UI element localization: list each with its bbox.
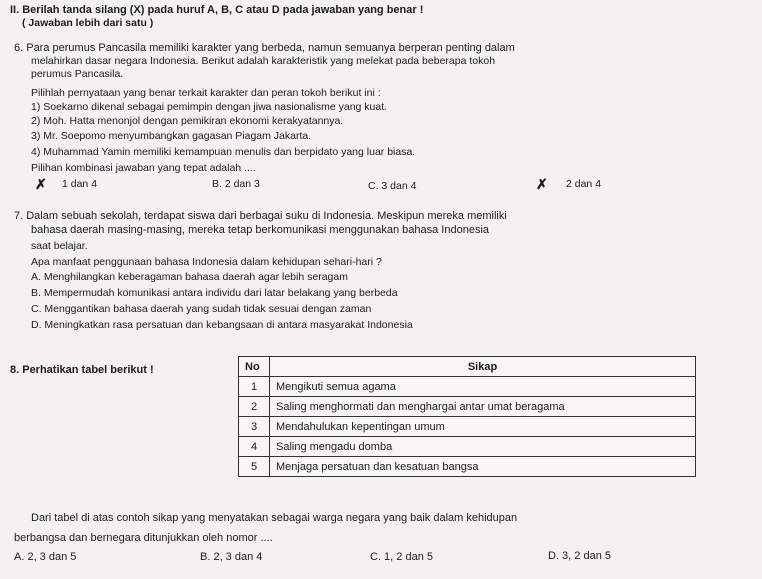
- table-cell-no: 1: [239, 377, 270, 397]
- section-subtitle: ( Jawaban lebih dari satu ): [22, 17, 154, 29]
- q6-statement-1: 1) Soekarno dikenal sebagai pemimpin dengan jiwa nasionalisme yang kuat.: [31, 101, 388, 113]
- q7-option-a[interactable]: A. Menghilangkan keberagaman bahasa daerah agar lebih seragam: [31, 271, 348, 283]
- q8-text-line: Dari tabel di atas contoh sikap yang menyatakan sebagai warga negara yang baik dalam kehidupan: [31, 512, 518, 524]
- q8-option-d[interactable]: D. 3, 2 dan 5: [548, 550, 611, 562]
- cross-mark-icon: ✗: [35, 176, 47, 192]
- q6-text-line: 6. Para perumus Pancasila memiliki karakter yang berbeda, namun semuanya berperan penting dalam: [14, 42, 515, 54]
- table-cell-sikap: Menjaga persatuan dan kesatuan bangsa: [270, 457, 696, 477]
- q7-option-d[interactable]: D. Meningkatkan rasa persatuan dan kebangsaan di antara masyarakat Indonesia: [31, 319, 413, 331]
- sikap-table: [238, 356, 696, 477]
- q7-option-b[interactable]: B. Mempermudah komunikasi antara individu dari latar belakang yang berbeda: [31, 287, 398, 299]
- table-cell-sikap: Saling menghormati dan menghargai antar umat beragama: [270, 397, 696, 417]
- q8-text-line: berbangsa dan bernegara ditunjukkan oleh nomor ....: [14, 532, 273, 544]
- q6-option-b[interactable]: B. 2 dan 3: [212, 178, 260, 190]
- table-cell-sikap: Mengikuti semua agama: [270, 377, 696, 397]
- table-cell-no: 2: [239, 397, 270, 417]
- q6-statement-4: 4) Muhammad Yamin memiliki kemampuan menulis dan berpidato yang luar biasa.: [31, 146, 416, 158]
- q7-text-line: Apa manfaat penggunaan bahasa Indonesia dalam kehidupan sehari-hari ?: [31, 256, 382, 268]
- table-row: [239, 397, 696, 417]
- q6-option-c[interactable]: C. 3 dan 4: [368, 180, 417, 192]
- q8-option-c[interactable]: C. 1, 2 dan 5: [370, 551, 433, 563]
- q6-text-line: melahirkan dasar negara Indonesia. Berikut adalah karakteristik yang melekat pada beberapa tokoh: [31, 55, 496, 67]
- table-header-no: No: [239, 357, 270, 377]
- q6-statement-2: 2) Moh. Hatta menonjol dengan pemikiran ekonomi kerakyatannya.: [31, 115, 344, 127]
- table-row: [239, 417, 696, 437]
- q6-text-line: Pilihlah pernyataan yang benar terkait karakter dan peran tokoh berikut ini :: [31, 87, 381, 99]
- q6-text-line: Pilihan kombinasi jawaban yang tepat adalah ....: [31, 162, 256, 174]
- table-row: [239, 377, 696, 397]
- table-header-row: [239, 357, 696, 377]
- q7-option-c[interactable]: C. Menggantikan bahasa daerah yang sudah tidak sesuai dengan zaman: [31, 303, 372, 315]
- table-row: [239, 437, 696, 457]
- table-header-sikap: Sikap: [270, 357, 696, 377]
- table-cell-no: 4: [239, 437, 270, 457]
- table-cell-sikap: Saling mengadu domba: [270, 437, 696, 457]
- q8-intro: 8. Perhatikan tabel berikut !: [10, 364, 154, 376]
- table-cell-no: 3: [239, 417, 270, 437]
- q6-option-a[interactable]: 1 dan 4: [62, 178, 98, 190]
- q8-option-b[interactable]: B. 2, 3 dan 4: [200, 551, 263, 563]
- q7-text-line: saat belajar.: [31, 240, 88, 252]
- q8-option-a[interactable]: A. 2, 3 dan 5: [14, 551, 77, 563]
- q6-text-line: perumus Pancasila.: [31, 68, 124, 80]
- q6-option-d[interactable]: 2 dan 4: [566, 178, 602, 190]
- cross-mark-icon: ✗: [536, 176, 548, 192]
- q6-statement-3: 3) Mr. Soepomo menyumbangkan gagasan Piagam Jakarta.: [31, 130, 312, 142]
- q7-text-line: bahasa daerah masing-masing, mereka tetap berkomunikasi menggunakan bahasa Indonesia: [31, 224, 490, 236]
- table-row: [239, 457, 696, 477]
- q7-text-line: 7. Dalam sebuah sekolah, terdapat siswa dari berbagai suku di Indonesia. Meskipun mereka memiliki: [14, 210, 507, 222]
- section-title: II. Berilah tanda silang (X) pada huruf A, B, C atau D pada jawaban yang benar !: [10, 4, 424, 16]
- table-cell-sikap: Mendahulukan kepentingan umum: [270, 417, 696, 437]
- table-cell-no: 5: [239, 457, 270, 477]
